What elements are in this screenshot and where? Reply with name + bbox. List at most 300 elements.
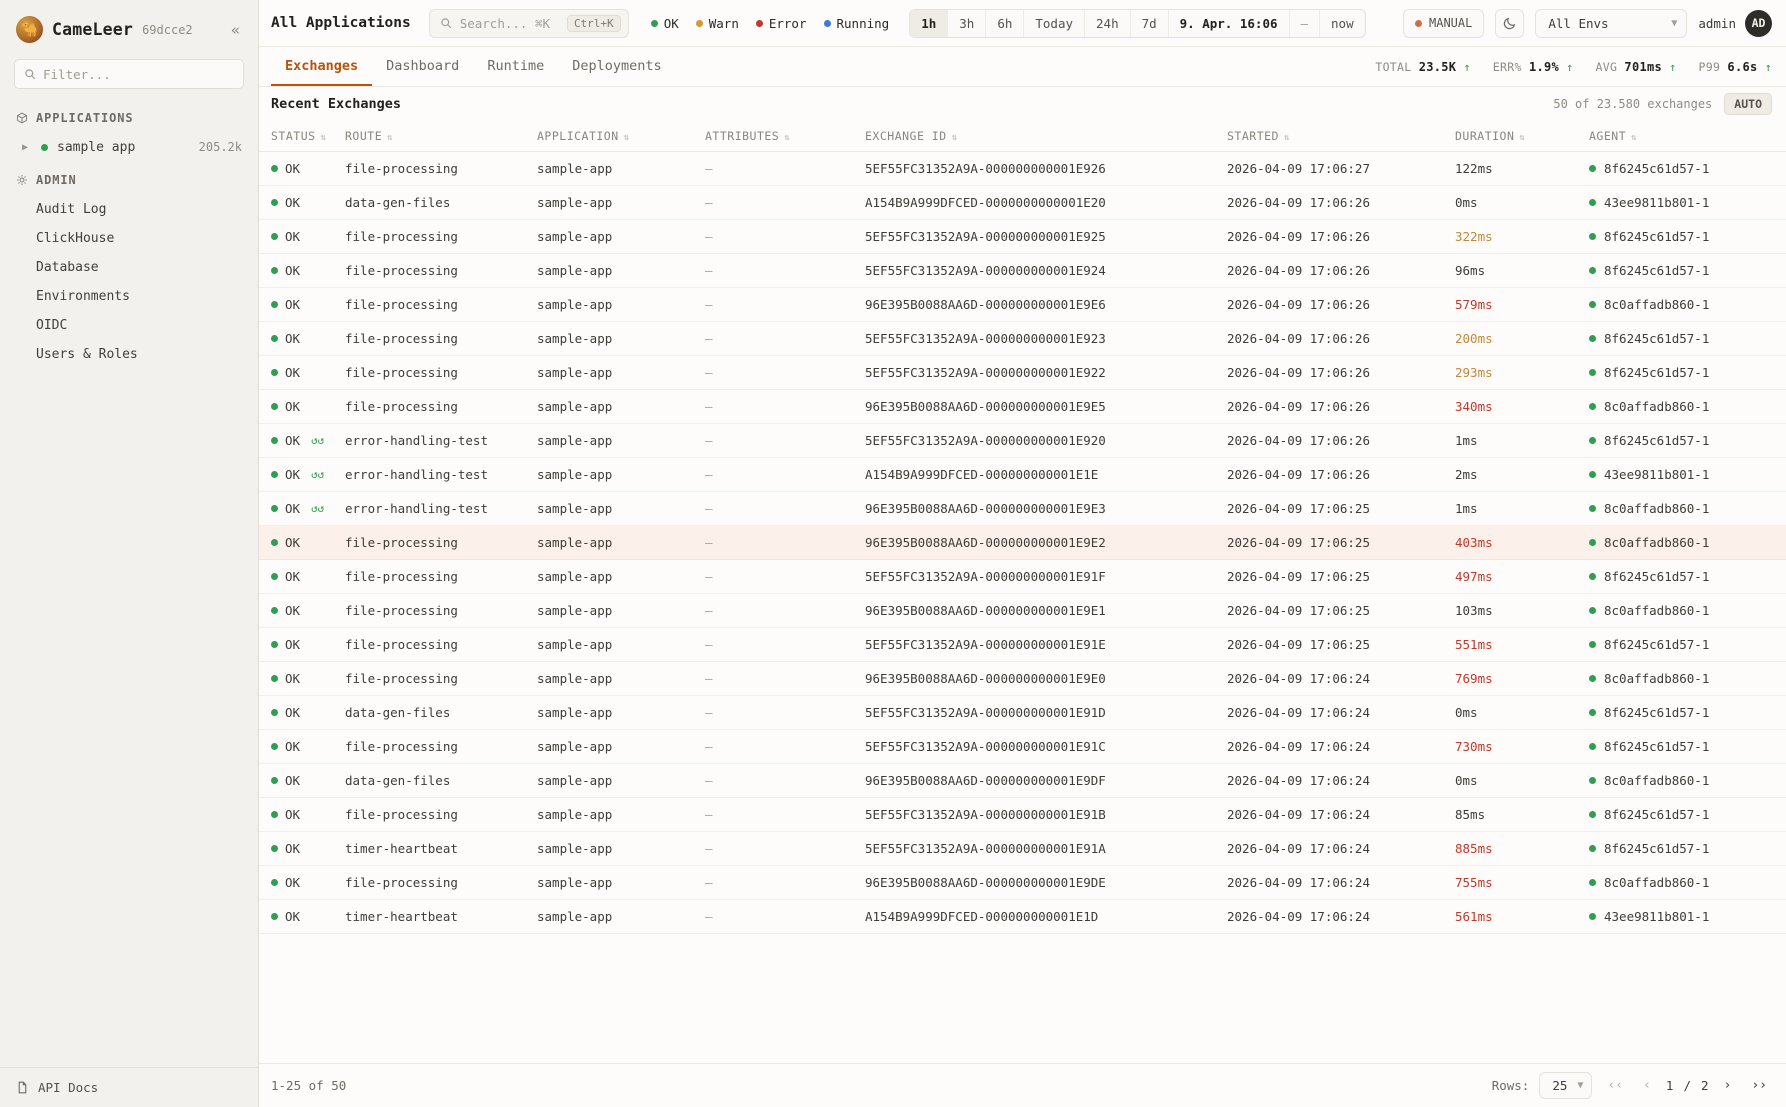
tabs-bar (259, 47, 1786, 87)
pagination-controls (1492, 1072, 1772, 1099)
range-dash: — (1290, 10, 1321, 37)
status-dot-ok (1589, 539, 1596, 546)
gear-icon (16, 174, 28, 186)
cell-exchange-id: 5EF55FC31352A9A-000000000001E926 (865, 152, 1227, 186)
cell-exchange-id: 5EF55FC31352A9A-000000000001E923 (865, 322, 1227, 356)
status-dot-ok (1589, 233, 1596, 240)
cell-route: data-gen-files (345, 186, 537, 220)
range-1h[interactable]: 1h (910, 10, 948, 37)
table-row[interactable] (259, 560, 1786, 594)
document-icon (16, 1081, 29, 1094)
cell-exchange-id: 5EF55FC31352A9A-000000000001E91F (865, 560, 1227, 594)
sidebar-filter-placeholder: Filter... (43, 66, 111, 82)
table-row[interactable] (259, 662, 1786, 696)
status-label: OK (285, 909, 301, 924)
cell-started: 2026-04-09 17:06:24 (1227, 900, 1455, 934)
cell-route: timer-heartbeat (345, 900, 537, 934)
user-menu[interactable] (1698, 10, 1772, 37)
cell-application: sample-app (537, 832, 705, 866)
filter-warn-label: Warn (708, 15, 739, 31)
table-row[interactable] (259, 492, 1786, 526)
status-dot-ok (1589, 471, 1596, 478)
search-input[interactable] (429, 9, 629, 38)
manual-label: MANUAL (1429, 16, 1473, 30)
cell-duration: 0ms (1455, 696, 1589, 730)
cell-application: sample-app (537, 254, 705, 288)
cell-agent (1589, 322, 1786, 356)
cell-route: file-processing (345, 798, 537, 832)
cell-route: file-processing (345, 288, 537, 322)
cell-duration: 1ms (1455, 492, 1589, 526)
table-row[interactable] (259, 866, 1786, 900)
all-applications-title: All Applications (271, 15, 411, 31)
cell-started: 2026-04-09 17:06:24 (1227, 696, 1455, 730)
status-dot-ok (271, 437, 278, 444)
table-row[interactable] (259, 424, 1786, 458)
cell-application: sample-app (537, 492, 705, 526)
stat-p99-label: P99 (1698, 59, 1721, 74)
agent-label: 8f6245c61d57-1 (1604, 807, 1710, 822)
cell-status (259, 492, 345, 526)
cell-status (259, 730, 345, 764)
cell-application: sample-app (537, 424, 705, 458)
agent-label: 8c0affadb860-1 (1604, 535, 1710, 550)
cell-status (259, 594, 345, 628)
range-today[interactable]: Today (1024, 10, 1085, 37)
stat-avg (1596, 60, 1677, 74)
time-range-selector[interactable] (909, 9, 1365, 38)
agent-label: 8c0affadb860-1 (1604, 297, 1710, 312)
cell-agent (1589, 186, 1786, 220)
sidebar-filter-wrap (0, 57, 258, 99)
user-name: admin (1698, 15, 1736, 31)
api-docs-label: API Docs (38, 1080, 99, 1095)
cell-application: sample-app (537, 628, 705, 662)
status-dot-ok (271, 811, 278, 818)
sidebar-item-label: sample app (57, 139, 136, 155)
cell-duration: 497ms (1455, 560, 1589, 594)
table-row[interactable] (259, 152, 1786, 186)
table-header-row (259, 121, 1786, 152)
cell-route: file-processing (345, 628, 537, 662)
recent-title: Recent Exchanges (271, 96, 402, 112)
cell-application: sample-app (537, 866, 705, 900)
table-row[interactable] (259, 390, 1786, 424)
topbar (259, 0, 1786, 47)
cell-exchange-id: 5EF55FC31352A9A-000000000001E920 (865, 424, 1227, 458)
filter-error-label: Error (768, 15, 807, 31)
agent-label: 8c0affadb860-1 (1604, 603, 1710, 618)
col-agent[interactable]: AGENT ⇅ (1589, 121, 1786, 152)
status-label: OK (285, 263, 301, 278)
cell-status (259, 526, 345, 560)
status-dot-ok (1589, 811, 1596, 818)
cell-started: 2026-04-09 17:06:26 (1227, 186, 1455, 220)
status-dot-ok (271, 267, 278, 274)
cell-agent (1589, 560, 1786, 594)
status-dot-ok (1589, 437, 1596, 444)
cell-started: 2026-04-09 17:06:25 (1227, 628, 1455, 662)
table-row[interactable] (259, 696, 1786, 730)
status-label: OK (285, 807, 301, 822)
status-dot-ok (1589, 777, 1596, 784)
cell-exchange-id: 5EF55FC31352A9A-000000000001E924 (865, 254, 1227, 288)
cell-started: 2026-04-09 17:06:27 (1227, 152, 1455, 186)
collapse-sidebar-icon[interactable]: « (230, 20, 240, 39)
range-24h[interactable]: 24h (1085, 10, 1131, 37)
col-duration[interactable]: DURATION ⇅ (1455, 121, 1589, 152)
sort-icon: ⇅ (1631, 133, 1638, 143)
cell-application: sample-app (537, 696, 705, 730)
cell-route: data-gen-files (345, 696, 537, 730)
next-page-button[interactable]: › (1723, 1078, 1732, 1093)
cell-status (259, 900, 345, 934)
applications-label: APPLICATIONS (36, 111, 134, 125)
filter-error[interactable] (756, 16, 807, 31)
search-shortcut-badge: Ctrl+K (567, 15, 621, 32)
topbar-right (1403, 9, 1772, 38)
range-6h[interactable]: 6h (986, 10, 1024, 37)
agent-label: 8f6245c61d57-1 (1604, 433, 1710, 448)
cell-started: 2026-04-09 17:06:24 (1227, 764, 1455, 798)
filter-running-label: Running (836, 15, 890, 31)
table-row[interactable] (259, 288, 1786, 322)
status-label: OK (285, 297, 301, 312)
cell-duration: 2ms (1455, 458, 1589, 492)
status-label: OK (285, 773, 301, 788)
cell-application: sample-app (537, 526, 705, 560)
cell-started: 2026-04-09 17:06:26 (1227, 424, 1455, 458)
cell-attributes: — (705, 560, 865, 594)
cell-started: 2026-04-09 17:06:24 (1227, 730, 1455, 764)
cell-status (259, 254, 345, 288)
cell-exchange-id: 5EF55FC31352A9A-000000000001E91D (865, 696, 1227, 730)
table-row[interactable] (259, 832, 1786, 866)
status-dot-ok (271, 165, 278, 172)
exchanges-table-wrap (259, 121, 1786, 1063)
status-dot-ok (1589, 709, 1596, 716)
range-7d[interactable]: 7d (1131, 10, 1169, 37)
cell-duration: 293ms (1455, 356, 1589, 390)
table-row[interactable] (259, 526, 1786, 560)
col-attributes[interactable]: ATTRIBUTES ⇅ (705, 121, 865, 152)
col-started[interactable]: STARTED ⇅ (1227, 121, 1455, 152)
status-dot-ok (1589, 335, 1596, 342)
status-label: OK (285, 161, 301, 176)
trend-up-icon: ↑ (1764, 59, 1772, 74)
cell-status (259, 322, 345, 356)
retry-icon: ↺↺ (311, 468, 325, 481)
cell-started: 2026-04-09 17:06:24 (1227, 866, 1455, 900)
pagination-range-text: 1-25 of 50 (271, 1078, 347, 1093)
cell-exchange-id: 5EF55FC31352A9A-000000000001E925 (865, 220, 1227, 254)
cell-route: error-handling-test (345, 458, 537, 492)
status-dot-ok (1589, 573, 1596, 580)
status-label: OK (285, 433, 301, 448)
cell-duration: 730ms (1455, 730, 1589, 764)
first-page-button[interactable]: ‹‹ (1607, 1078, 1624, 1093)
filter-warn[interactable] (696, 16, 739, 31)
agent-label: 8c0affadb860-1 (1604, 671, 1710, 686)
status-dot-ok (651, 20, 658, 27)
cell-duration: 551ms (1455, 628, 1589, 662)
cell-agent (1589, 832, 1786, 866)
agent-label: 8f6245c61d57-1 (1604, 739, 1710, 754)
cell-duration: 1ms (1455, 424, 1589, 458)
cell-application: sample-app (537, 390, 705, 424)
cell-attributes: — (705, 390, 865, 424)
cell-attributes: — (705, 662, 865, 696)
sidebar-item-count: 205.2k (198, 140, 242, 154)
chevron-down-icon: ▼ (1671, 17, 1678, 29)
table-row[interactable] (259, 628, 1786, 662)
agent-label: 8f6245c61d57-1 (1604, 365, 1710, 380)
tab-dashboard[interactable]: Dashboard (386, 57, 460, 74)
agent-label: 43ee9811b801-1 (1604, 909, 1710, 924)
cell-duration: 0ms (1455, 764, 1589, 798)
page-total: 2 (1700, 1078, 1709, 1093)
cell-exchange-id: 5EF55FC31352A9A-000000000001E91E (865, 628, 1227, 662)
cell-agent (1589, 152, 1786, 186)
agent-label: 8f6245c61d57-1 (1604, 229, 1710, 244)
recent-exchanges-header (259, 87, 1786, 121)
status-dot-ok (271, 539, 278, 546)
sidebar (0, 0, 259, 1107)
status-label: OK (285, 671, 301, 686)
admin-section-header (0, 161, 258, 195)
table-row[interactable] (259, 798, 1786, 832)
cell-application: sample-app (537, 288, 705, 322)
status-dot-ok (1589, 607, 1596, 614)
auto-refresh-toggle[interactable]: AUTO (1724, 93, 1772, 115)
cell-attributes: — (705, 492, 865, 526)
agent-label: 8f6245c61d57-1 (1604, 331, 1710, 346)
status-dot-ok (271, 777, 278, 784)
api-docs-link[interactable] (0, 1067, 258, 1107)
cell-attributes: — (705, 424, 865, 458)
table-row[interactable] (259, 220, 1786, 254)
env-select[interactable] (1535, 9, 1687, 38)
cell-agent (1589, 458, 1786, 492)
cell-status (259, 662, 345, 696)
cell-status (259, 696, 345, 730)
manual-refresh-button[interactable] (1403, 9, 1484, 38)
page-separator: / (1683, 1078, 1691, 1093)
stat-errpct (1493, 60, 1574, 74)
prev-page-button[interactable]: ‹ (1643, 1078, 1651, 1093)
cell-application: sample-app (537, 594, 705, 628)
sidebar-item-oidc[interactable]: OIDC (36, 318, 68, 333)
status-dot-ok (1589, 641, 1596, 648)
col-status[interactable]: STATUS ⇅ (259, 121, 345, 152)
sidebar-item-audit-log[interactable]: Audit Log (36, 202, 107, 217)
sidebar-item-sample-app[interactable] (0, 133, 258, 161)
cell-application: sample-app (537, 662, 705, 696)
cell-status (259, 356, 345, 390)
trend-up-icon: ↑ (1463, 59, 1471, 74)
last-page-button[interactable]: ›› (1751, 1078, 1767, 1093)
cell-route: file-processing (345, 526, 537, 560)
agent-label: 8c0affadb860-1 (1604, 773, 1710, 788)
cell-attributes: — (705, 356, 865, 390)
cell-agent (1589, 254, 1786, 288)
trend-up-icon: ↑ (1669, 59, 1677, 74)
status-label: OK (285, 501, 301, 516)
cell-application: sample-app (537, 900, 705, 934)
cell-agent (1589, 628, 1786, 662)
cell-agent (1589, 424, 1786, 458)
table-row[interactable] (259, 254, 1786, 288)
tab-runtime[interactable]: Runtime (487, 57, 545, 74)
status-label: OK (285, 705, 301, 720)
agent-label: 8c0affadb860-1 (1604, 399, 1710, 414)
col-exchange-id[interactable]: EXCHANGE ID ⇅ (865, 121, 1227, 152)
table-row[interactable] (259, 186, 1786, 220)
cell-exchange-id: A154B9A999DFCED-000000000001E1D (865, 900, 1227, 934)
cell-duration: 103ms (1455, 594, 1589, 628)
cell-started: 2026-04-09 17:06:26 (1227, 254, 1455, 288)
status-label: OK (285, 195, 301, 210)
cell-exchange-id: 5EF55FC31352A9A-000000000001E922 (865, 356, 1227, 390)
status-label: OK (285, 603, 301, 618)
table-footer (259, 1063, 1786, 1107)
table-row[interactable] (259, 730, 1786, 764)
status-dot-ok (271, 471, 278, 478)
rows-per-page-select[interactable] (1539, 1072, 1592, 1099)
cell-agent (1589, 764, 1786, 798)
status-dot-ok (1589, 199, 1596, 206)
status-dot-ok (271, 743, 278, 750)
cell-agent (1589, 662, 1786, 696)
agent-label: 8f6245c61d57-1 (1604, 637, 1710, 652)
sidebar-item-environments[interactable]: Environments (36, 289, 130, 304)
cell-route: file-processing (345, 152, 537, 186)
status-dot-ok (1589, 267, 1596, 274)
main-area (259, 0, 1786, 1107)
status-dot-ok (271, 675, 278, 682)
cell-duration: 755ms (1455, 866, 1589, 900)
cell-status (259, 424, 345, 458)
cell-status (259, 866, 345, 900)
cell-status (259, 628, 345, 662)
exchanges-table (259, 121, 1786, 934)
filter-running[interactable] (824, 16, 890, 31)
recent-right (1553, 93, 1772, 115)
sidebar-filter-input[interactable] (14, 59, 244, 89)
cube-icon (16, 112, 28, 124)
cell-application: sample-app (537, 730, 705, 764)
table-head (259, 121, 1786, 152)
rows-per-page-value: 25 (1552, 1078, 1568, 1093)
table-row[interactable] (259, 356, 1786, 390)
cell-exchange-id: 5EF55FC31352A9A-000000000001E91B (865, 798, 1227, 832)
agent-label: 43ee9811b801-1 (1604, 467, 1710, 482)
range-to[interactable]: now (1331, 15, 1354, 31)
cell-agent (1589, 696, 1786, 730)
filter-ok-label: OK (663, 15, 679, 31)
chevron-right-icon: ▶ (22, 141, 29, 153)
cell-attributes: — (705, 288, 865, 322)
cell-started: 2026-04-09 17:06:26 (1227, 458, 1455, 492)
cell-status (259, 458, 345, 492)
tab-deployments[interactable]: Deployments (572, 57, 662, 74)
brand (0, 0, 258, 57)
cell-attributes: — (705, 866, 865, 900)
cell-duration: 579ms (1455, 288, 1589, 322)
cell-attributes: — (705, 900, 865, 934)
status-label: OK (285, 841, 301, 856)
sidebar-item-users-roles[interactable]: Users & Roles (36, 347, 138, 362)
cell-duration: 769ms (1455, 662, 1589, 696)
cell-status (259, 186, 345, 220)
table-row[interactable] (259, 594, 1786, 628)
status-dot-ok (1589, 879, 1596, 886)
page-current: 1 (1665, 1078, 1674, 1093)
cell-agent (1589, 798, 1786, 832)
table-row[interactable] (259, 458, 1786, 492)
status-label: OK (285, 739, 301, 754)
status-dot-ok (271, 199, 278, 206)
cell-started: 2026-04-09 17:06:26 (1227, 390, 1455, 424)
col-application[interactable]: APPLICATION ⇅ (537, 121, 705, 152)
retry-icon: ↺↺ (311, 434, 325, 447)
cell-status (259, 152, 345, 186)
cell-route: timer-heartbeat (345, 832, 537, 866)
moon-icon[interactable] (1495, 9, 1524, 38)
status-label: OK (285, 535, 301, 550)
range-from[interactable]: 9. Apr. 16:06 (1169, 10, 1290, 37)
tab-exchanges[interactable]: Exchanges (271, 47, 372, 86)
cell-agent (1589, 730, 1786, 764)
brand-hash: 69dcce2 (142, 22, 193, 37)
stat-p99-value: 6.6s (1727, 59, 1758, 74)
cell-attributes: — (705, 628, 865, 662)
cell-route: data-gen-files (345, 764, 537, 798)
range-3h[interactable]: 3h (948, 10, 986, 37)
cell-route: file-processing (345, 560, 537, 594)
status-label: OK (285, 637, 301, 652)
cell-application: sample-app (537, 356, 705, 390)
cell-application: sample-app (537, 560, 705, 594)
cell-duration: 122ms (1455, 152, 1589, 186)
col-route[interactable]: ROUTE ⇅ (345, 121, 537, 152)
cell-attributes: — (705, 594, 865, 628)
status-dot-ok (41, 144, 48, 151)
cell-attributes: — (705, 220, 865, 254)
status-filters (651, 16, 890, 31)
status-dot-ok (1589, 845, 1596, 852)
status-dot-ok (1589, 165, 1596, 172)
search-icon (440, 17, 452, 29)
cell-route: file-processing (345, 322, 537, 356)
table-row[interactable] (259, 900, 1786, 934)
cell-duration: 403ms (1455, 526, 1589, 560)
cell-duration: 340ms (1455, 390, 1589, 424)
table-row[interactable] (259, 764, 1786, 798)
cell-exchange-id: A154B9A999DFCED-000000000001E1E (865, 458, 1227, 492)
sort-icon: ⇅ (1519, 133, 1526, 143)
sidebar-item-clickhouse[interactable]: ClickHouse (36, 231, 115, 246)
table-row[interactable] (259, 322, 1786, 356)
cell-agent (1589, 900, 1786, 934)
cell-application: sample-app (537, 220, 705, 254)
sidebar-item-database[interactable]: Database (36, 260, 99, 275)
cell-exchange-id: A154B9A999DFCED-0000000000001E20 (865, 186, 1227, 220)
avatar: AD (1745, 10, 1772, 37)
status-dot-error (756, 20, 763, 27)
stat-avg-label: AVG (1595, 59, 1618, 74)
filter-ok[interactable] (651, 16, 679, 31)
